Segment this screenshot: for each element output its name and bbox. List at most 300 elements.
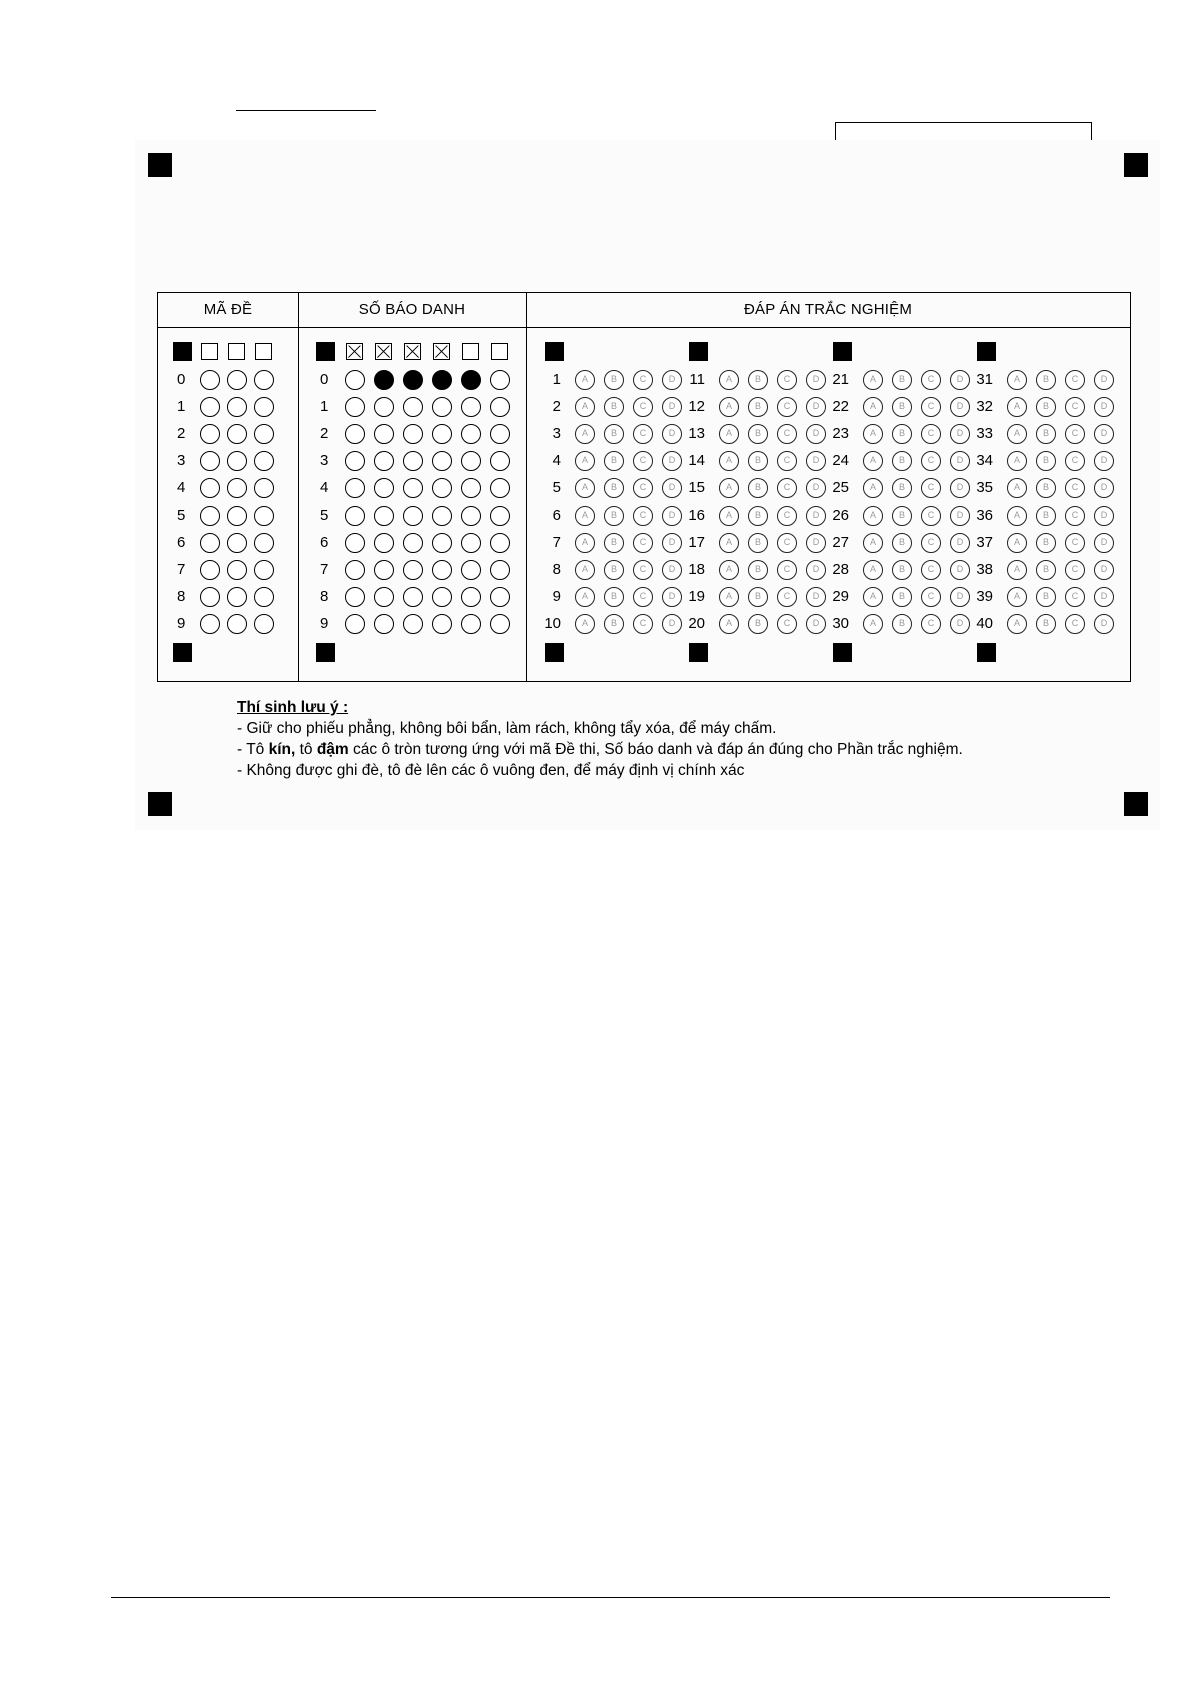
so-bao-danh-bubble[interactable] [461,506,481,526]
so-bao-danh-bubble[interactable] [432,587,452,607]
alignment-mark [173,643,192,662]
ma-de-digit-label: 8 [177,587,186,605]
so-bao-danh-bubble[interactable] [461,587,481,607]
so-bao-danh-bubble[interactable] [374,370,394,390]
ma-de-code-box[interactable] [255,343,272,360]
ma-de-bubble[interactable] [254,587,274,607]
answer-option-bubble[interactable]: B [604,478,624,498]
answer-option-bubble[interactable]: A [719,370,739,390]
so-bao-danh-digit-label: 9 [320,614,329,632]
answer-option-bubble[interactable]: B [1036,370,1056,390]
answer-option-bubble[interactable]: A [863,451,883,471]
answer-option-bubble[interactable]: D [662,506,682,526]
answer-option-bubble[interactable]: A [863,560,883,580]
answer-option-bubble[interactable]: D [950,478,970,498]
ma-de-digit-label: 5 [177,506,186,524]
answer-option-bubble[interactable]: C [1065,560,1085,580]
so-bao-danh-bubble[interactable] [490,506,510,526]
so-bao-danh-digit-label: 1 [320,398,329,416]
so-bao-danh-bubble[interactable] [490,560,510,580]
answer-option-bubble[interactable]: C [1065,397,1085,417]
answer-option-bubble[interactable]: A [719,533,739,553]
so-bao-danh-bubble[interactable] [490,533,510,553]
answer-option-bubble[interactable]: A [719,451,739,471]
so-bao-danh-bubble[interactable] [374,614,394,634]
answer-option-bubble[interactable]: D [950,614,970,634]
answer-option-bubble[interactable]: C [1065,506,1085,526]
answer-option-bubble[interactable]: B [748,370,768,390]
so-bao-danh-bubble[interactable] [461,370,481,390]
answer-option-bubble[interactable]: B [1036,533,1056,553]
question-number: 27 [832,533,849,551]
answer-option-bubble[interactable]: A [863,614,883,634]
ma-de-digit-label: 0 [177,371,186,388]
question-number: 23 [832,425,849,443]
answer-option-bubble[interactable]: D [806,424,826,444]
answer-option-bubble[interactable]: C [1065,587,1085,607]
answer-option-bubble[interactable]: A [575,370,595,390]
answer-option-bubble[interactable]: B [892,397,912,417]
answer-option-bubble[interactable]: C [1065,614,1085,634]
so-bao-danh-bubble[interactable] [403,560,423,580]
answer-option-bubble[interactable]: C [633,506,653,526]
answer-option-bubble[interactable]: D [1094,397,1114,417]
notes-line-2-part: tô [299,741,317,758]
answer-option-bubble[interactable]: D [1094,587,1114,607]
answer-option-bubble[interactable]: D [662,478,682,498]
answer-option-bubble[interactable]: D [1094,560,1114,580]
answer-option-bubble[interactable]: D [950,506,970,526]
answer-option-bubble[interactable]: D [1094,614,1114,634]
so-bao-danh-header: SỐ BÁO DANH [358,301,466,318]
answer-option-bubble[interactable]: C [777,560,797,580]
so-bao-danh-bubble[interactable] [403,370,423,390]
ma-de-digit-label: 7 [177,560,186,578]
answer-option-bubble[interactable]: C [921,478,941,498]
question-number: 37 [976,533,993,551]
ma-de-bubble[interactable] [227,587,247,607]
answer-option-bubble[interactable]: A [575,478,595,498]
so-bao-danh-bubble[interactable] [432,560,452,580]
answer-option-bubble[interactable]: C [921,587,941,607]
ma-de-header: MÃ ĐỀ [203,301,253,318]
question-number: 31 [976,371,993,388]
question-number: 29 [832,587,849,605]
answer-option-bubble[interactable]: A [863,506,883,526]
answer-option-bubble[interactable]: B [892,451,912,471]
answer-option-bubble[interactable]: D [662,587,682,607]
corner-anchor-bottom-right [1124,792,1148,816]
ma-de-bubble[interactable] [254,560,274,580]
so-bao-danh-box[interactable] [433,343,450,360]
corner-anchor-bottom-left [148,792,172,816]
so-bao-danh-bubble[interactable] [432,506,452,526]
answer-option-bubble[interactable]: A [863,397,883,417]
question-number: 38 [976,560,993,578]
answer-option-bubble[interactable]: C [921,397,941,417]
answer-option-bubble[interactable]: C [777,533,797,553]
question-number: 35 [976,479,993,497]
ma-de-bubble[interactable] [200,397,220,417]
so-bao-danh-bubble[interactable] [374,397,394,417]
answer-option-bubble[interactable]: B [892,478,912,498]
answer-option-bubble[interactable]: A [575,424,595,444]
ma-de-digit-label: 3 [177,452,186,470]
answer-option-bubble[interactable]: A [719,397,739,417]
corner-anchor-top-left [148,153,172,177]
answer-option-bubble[interactable]: B [892,424,912,444]
ma-de-bubble[interactable] [200,614,220,634]
answer-option-bubble[interactable]: B [892,370,912,390]
so-bao-danh-bubble[interactable] [461,614,481,634]
ma-de-bubble[interactable] [227,560,247,580]
question-number: 1 [552,371,561,388]
answer-option-bubble[interactable]: A [863,533,883,553]
so-bao-danh-bubble[interactable] [403,397,423,417]
answer-option-bubble[interactable]: B [1036,397,1056,417]
ma-de-digit-label: 9 [177,614,186,632]
answer-option-bubble[interactable]: C [921,370,941,390]
answer-option-bubble[interactable]: C [633,451,653,471]
answer-option-bubble[interactable]: D [662,424,682,444]
so-bao-danh-bubble[interactable] [345,533,365,553]
answer-option-bubble[interactable]: B [748,451,768,471]
answer-option-bubble[interactable]: A [1007,560,1027,580]
answer-option-bubble[interactable]: D [806,451,826,471]
answer-option-bubble[interactable]: B [892,614,912,634]
question-number: 6 [552,506,561,524]
alignment-mark [689,342,708,361]
so-bao-danh-bubble[interactable] [461,397,481,417]
so-bao-danh-bubble[interactable] [374,506,394,526]
answer-option-bubble[interactable]: D [806,560,826,580]
answer-option-bubble[interactable]: B [892,587,912,607]
answer-option-bubble[interactable]: C [777,614,797,634]
notes-title: Thí sinh lưu ý : [237,699,349,716]
answer-option-bubble[interactable]: C [1065,478,1085,498]
answer-option-bubble[interactable]: B [1036,560,1056,580]
answer-option-bubble[interactable]: D [1094,424,1114,444]
so-bao-danh-bubble[interactable] [432,533,452,553]
notes-line-1: - Giữ cho phiếu phẳng, không bôi bẩn, làm rách, không tẩy xóa, để máy chấm. [237,720,777,737]
answer-option-bubble[interactable]: A [1007,397,1027,417]
answer-option-bubble[interactable]: B [1036,506,1056,526]
question-number: 22 [832,398,849,416]
answer-option-bubble[interactable]: D [806,533,826,553]
answer-option-bubble[interactable]: C [921,560,941,580]
answer-option-bubble[interactable]: D [662,451,682,471]
question-number: 33 [976,425,993,443]
answer-option-bubble[interactable]: B [1036,614,1056,634]
answer-option-bubble[interactable]: C [777,451,797,471]
so-bao-danh-box[interactable] [462,343,479,360]
answer-option-bubble[interactable]: D [950,424,970,444]
answer-option-bubble[interactable]: A [863,478,883,498]
answer-option-bubble[interactable]: C [777,424,797,444]
question-number: 3 [552,425,561,443]
footer-rule [111,1597,1110,1598]
ma-de-bubble[interactable] [200,370,220,390]
ma-de-digit-label: 4 [177,479,186,497]
answer-option-bubble[interactable]: D [806,397,826,417]
answer-option-bubble[interactable]: D [806,370,826,390]
question-number: 32 [976,398,993,416]
answer-option-bubble[interactable]: D [950,533,970,553]
answer-option-bubble[interactable]: A [719,560,739,580]
so-bao-danh-bubble[interactable] [374,533,394,553]
answer-option-bubble[interactable]: A [719,587,739,607]
answer-option-bubble[interactable]: A [719,478,739,498]
answer-option-bubble[interactable]: A [575,560,595,580]
answer-option-bubble[interactable]: D [1094,478,1114,498]
so-bao-danh-bubble[interactable] [345,506,365,526]
so-bao-danh-bubble[interactable] [345,614,365,634]
so-bao-danh-digit-label: 3 [320,452,329,470]
so-bao-danh-bubble[interactable] [490,397,510,417]
question-number: 5 [552,479,561,497]
answer-option-bubble[interactable]: C [777,506,797,526]
answer-option-bubble[interactable]: A [575,533,595,553]
ma-de-bubble[interactable] [227,506,247,526]
answer-option-bubble[interactable]: C [921,614,941,634]
answer-option-bubble[interactable]: D [950,451,970,471]
answer-option-bubble[interactable]: A [1007,614,1027,634]
answer-option-bubble[interactable]: B [748,560,768,580]
answer-option-bubble[interactable]: B [604,397,624,417]
alignment-mark [173,342,192,361]
answer-option-bubble[interactable]: A [1007,370,1027,390]
answer-option-bubble[interactable]: D [950,560,970,580]
ma-de-bubble[interactable] [254,397,274,417]
answer-option-bubble[interactable]: B [604,533,624,553]
alignment-mark [833,643,852,662]
question-number: 13 [688,425,705,443]
question-number: 39 [976,587,993,605]
answer-option-bubble[interactable]: A [575,506,595,526]
so-bao-danh-bubble[interactable] [374,587,394,607]
answer-option-bubble[interactable]: B [748,533,768,553]
so-bao-danh-bubble[interactable] [403,614,423,634]
ma-de-bubble[interactable] [200,533,220,553]
so-bao-danh-digit-label: 2 [320,425,329,443]
so-bao-danh-bubble[interactable] [374,560,394,580]
ma-de-bubble[interactable] [227,397,247,417]
answer-option-bubble[interactable]: A [1007,451,1027,471]
alignment-mark [316,342,335,361]
answer-option-bubble[interactable]: B [1036,424,1056,444]
answer-option-bubble[interactable]: A [575,397,595,417]
answer-option-bubble[interactable]: D [950,587,970,607]
alignment-mark [977,643,996,662]
answer-option-bubble[interactable]: B [604,424,624,444]
so-bao-danh-bubble[interactable] [432,614,452,634]
answer-option-bubble[interactable]: C [921,506,941,526]
answer-option-bubble[interactable]: B [604,560,624,580]
answer-option-bubble[interactable]: B [1036,587,1056,607]
answer-option-bubble[interactable]: D [1094,533,1114,553]
ma-de-code-box[interactable] [228,343,245,360]
question-number: 4 [552,452,561,470]
answer-option-bubble[interactable]: A [863,370,883,390]
answer-option-bubble[interactable]: C [633,614,653,634]
answer-option-bubble[interactable]: C [921,424,941,444]
answer-option-bubble[interactable]: C [633,533,653,553]
ma-de-bubble[interactable] [254,533,274,553]
answer-option-bubble[interactable]: B [604,587,624,607]
ma-de-bubble[interactable] [254,506,274,526]
so-bao-danh-bubble[interactable] [490,370,510,390]
answer-option-bubble[interactable]: D [1094,370,1114,390]
answer-option-bubble[interactable]: B [748,478,768,498]
notes-line-2-part: - Tô [237,741,269,758]
ma-de-bubble[interactable] [227,614,247,634]
answer-option-bubble[interactable]: A [863,424,883,444]
answer-option-bubble[interactable]: D [1094,506,1114,526]
question-number: 9 [552,587,561,605]
answer-option-bubble[interactable]: B [1036,478,1056,498]
answer-option-bubble[interactable]: B [604,614,624,634]
answer-option-bubble[interactable]: D [662,614,682,634]
ma-de-bubble[interactable] [227,370,247,390]
answer-option-bubble[interactable]: D [806,614,826,634]
answer-option-bubble[interactable]: D [662,397,682,417]
corner-anchor-top-right [1124,153,1148,177]
answer-option-bubble[interactable]: C [633,397,653,417]
answer-option-bubble[interactable]: A [575,587,595,607]
answer-option-bubble[interactable]: C [633,370,653,390]
so-bao-danh-bubble[interactable] [490,587,510,607]
answer-option-bubble[interactable]: C [1065,451,1085,471]
answer-option-bubble[interactable]: C [633,424,653,444]
ma-de-bubble[interactable] [200,560,220,580]
ma-de-bubble[interactable] [200,587,220,607]
answer-option-bubble[interactable]: D [662,533,682,553]
question-number: 12 [688,398,705,416]
answer-option-bubble[interactable]: B [748,614,768,634]
answer-option-bubble[interactable]: C [921,533,941,553]
answer-option-bubble[interactable]: B [892,533,912,553]
answer-option-bubble[interactable]: B [892,560,912,580]
so-bao-danh-box[interactable] [375,343,392,360]
question-number: 16 [688,506,705,524]
so-bao-danh-bubble[interactable] [345,397,365,417]
answer-option-bubble[interactable]: B [604,451,624,471]
header-divider [158,327,1130,328]
answer-option-bubble[interactable]: A [719,614,739,634]
candidate-notes [237,697,1017,781]
answer-option-bubble[interactable]: B [748,397,768,417]
answer-option-bubble[interactable]: B [604,370,624,390]
ma-de-bubble[interactable] [227,533,247,553]
question-number: 20 [688,614,705,632]
answer-option-bubble[interactable]: B [748,587,768,607]
answer-option-bubble[interactable]: A [1007,533,1027,553]
answer-option-bubble[interactable]: B [748,506,768,526]
answer-option-bubble[interactable]: D [806,478,826,498]
so-bao-danh-box[interactable] [346,343,363,360]
so-bao-danh-box[interactable] [404,343,421,360]
answer-option-bubble[interactable]: D [950,370,970,390]
answer-option-bubble[interactable]: C [633,478,653,498]
question-number: 8 [552,560,561,578]
answer-option-bubble[interactable]: D [950,397,970,417]
top-underline [236,110,376,111]
answer-option-bubble[interactable]: C [921,451,941,471]
answer-option-bubble[interactable]: B [604,506,624,526]
answer-option-bubble[interactable]: C [777,370,797,390]
answer-option-bubble[interactable]: A [719,424,739,444]
so-bao-danh-bubble[interactable] [461,533,481,553]
alignment-mark [316,643,335,662]
question-number: 25 [832,479,849,497]
so-bao-danh-box[interactable] [491,343,508,360]
so-bao-danh-bubble[interactable] [345,560,365,580]
answer-option-bubble[interactable]: C [1065,424,1085,444]
notes-line-2-bold: đậm [316,741,349,758]
answer-option-bubble[interactable]: D [662,560,682,580]
ma-de-digit-label: 2 [177,425,186,443]
so-bao-danh-bubble[interactable] [432,397,452,417]
so-bao-danh-bubble[interactable] [403,533,423,553]
so-bao-danh-digit-label: 8 [320,587,329,605]
so-bao-danh-bubble[interactable] [461,560,481,580]
answer-option-bubble[interactable]: B [748,424,768,444]
answer-option-bubble[interactable]: D [662,370,682,390]
answer-option-bubble[interactable]: A [719,506,739,526]
so-bao-danh-bubble[interactable] [403,587,423,607]
answer-option-bubble[interactable]: A [1007,587,1027,607]
ma-de-bubble[interactable] [254,370,274,390]
answer-option-bubble[interactable]: A [575,614,595,634]
alignment-mark [689,643,708,662]
so-bao-danh-digit-label: 4 [320,479,329,497]
answer-option-bubble[interactable]: A [575,451,595,471]
question-number: 19 [688,587,705,605]
so-bao-danh-bubble[interactable] [490,614,510,634]
answer-option-bubble[interactable]: A [863,587,883,607]
answer-option-bubble[interactable]: D [1094,451,1114,471]
answer-option-bubble[interactable]: D [806,506,826,526]
so-bao-danh-bubble[interactable] [345,370,365,390]
answer-option-bubble[interactable]: A [1007,424,1027,444]
answer-option-bubble[interactable]: C [777,478,797,498]
dap-an-header: ĐÁP ÁN TRẮC NGHIỆM [743,301,913,318]
ma-de-bubble[interactable] [200,506,220,526]
answer-option-bubble[interactable]: D [806,587,826,607]
question-number: 17 [688,533,705,551]
so-bao-danh-bubble[interactable] [432,370,452,390]
question-number: 18 [688,560,705,578]
question-number: 24 [832,452,849,470]
answer-option-bubble[interactable]: A [1007,478,1027,498]
ma-de-digit-label: 6 [177,533,186,551]
question-number: 21 [832,371,849,388]
answer-option-bubble[interactable]: C [633,587,653,607]
answer-option-bubble[interactable]: A [1007,506,1027,526]
answer-option-bubble[interactable]: C [1065,370,1085,390]
ma-de-code-box[interactable] [201,343,218,360]
answer-option-bubble[interactable]: C [777,397,797,417]
answer-option-bubble[interactable]: C [1065,533,1085,553]
so-bao-danh-bubble[interactable] [345,587,365,607]
answer-option-bubble[interactable]: C [633,560,653,580]
so-bao-danh-bubble[interactable] [403,506,423,526]
ma-de-digit-label: 1 [177,398,186,416]
answer-option-bubble[interactable]: B [892,506,912,526]
ma-de-bubble[interactable] [254,614,274,634]
answer-option-bubble[interactable]: B [1036,451,1056,471]
answer-option-bubble[interactable]: C [777,587,797,607]
